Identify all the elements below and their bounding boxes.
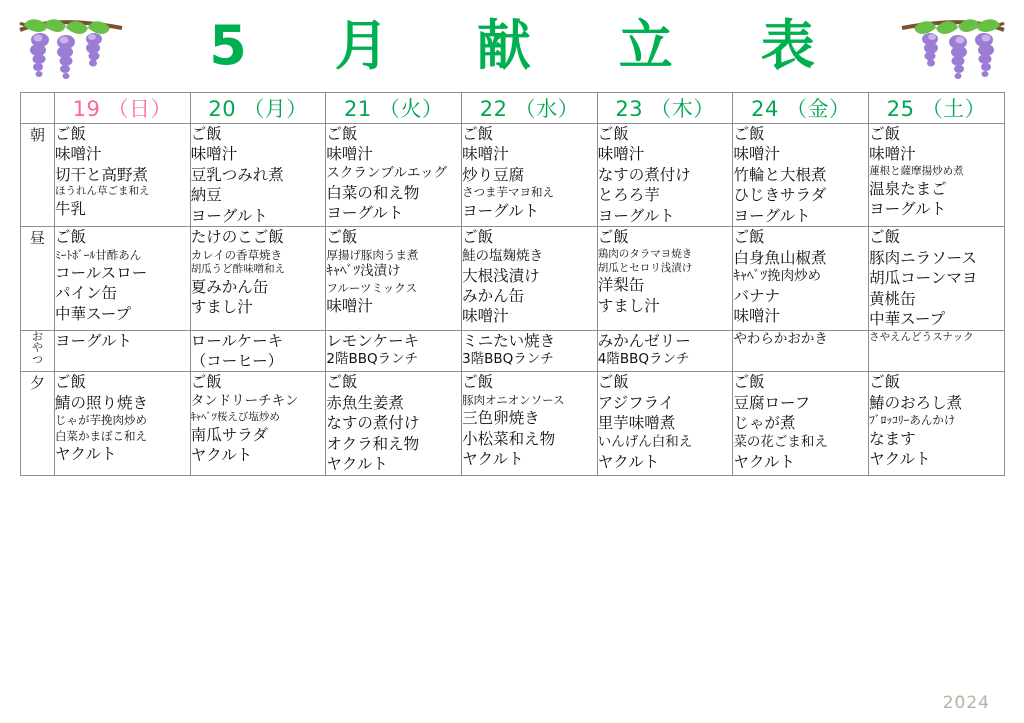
menu-item: 蓮根と薩摩揚炒め煮 (869, 164, 964, 177)
menu-item: ほうれん草ごま和え (55, 185, 150, 198)
cell-breakfast-19 (55, 124, 191, 227)
menu-item: ご飯 (462, 373, 494, 392)
row-label-dinner: 夕 (21, 372, 55, 475)
menu-item: アジフライ (597, 393, 675, 412)
cell-snack-21 (326, 330, 462, 372)
menu-item: 味噌汁 (733, 145, 780, 164)
menu-item: さやえんどうスナック (869, 330, 974, 343)
menu-item: ご飯 (326, 373, 358, 392)
row-label-breakfast: 朝 (21, 124, 55, 227)
menu-item: 大根浅漬け (462, 266, 540, 285)
menu-item: 鯖の照り焼き (55, 393, 149, 412)
menu-item: 胡瓜とセロリ浅漬け (597, 261, 693, 274)
header-corner (21, 93, 55, 124)
row-breakfast (21, 124, 1005, 227)
menu-item: 豚肉ニラソース (869, 248, 977, 267)
menu-item: 小松菜和え物 (462, 429, 556, 448)
menu-item: （コーヒー） (190, 351, 284, 370)
menu-item: ご飯 (55, 373, 87, 392)
cell-breakfast-24 (733, 124, 869, 227)
menu-item: ヨーグルト (55, 331, 133, 350)
menu-item: 中華スープ (869, 310, 946, 329)
menu-item: ご飯 (55, 228, 87, 247)
cell-snack-23 (597, 330, 733, 372)
menu-item: ﾌﾞﾛｯｺﾘｰあんかけ (869, 413, 956, 428)
menu-item: ご飯 (597, 373, 629, 392)
cell-lunch-22 (462, 227, 598, 330)
menu-item: ヨーグルト (326, 204, 404, 223)
menu-table (20, 92, 1005, 476)
row-label-snack-line2: や (32, 341, 43, 355)
menu-item: 納豆 (190, 186, 222, 205)
cell-lunch-19 (55, 227, 191, 330)
menu-item: ご飯 (55, 125, 87, 143)
cell-breakfast-22 (462, 124, 598, 227)
menu-item: ミニたい焼き (462, 331, 556, 350)
header-day-20: 20 （月） (190, 93, 326, 124)
menu-item: ご飯 (190, 125, 222, 143)
menu-item: レモンケーキ (326, 331, 420, 350)
cell-dinner-21 (326, 372, 462, 475)
menu-item: 黄桃缶 (869, 289, 916, 308)
cell-dinner-25 (869, 372, 1005, 475)
title-char-5: 表 (760, 14, 815, 77)
menu-item: フルーツミックス (326, 280, 418, 295)
menu-item: すまし汁 (190, 298, 253, 317)
menu-item: 南瓜サラダ (190, 425, 269, 444)
menu-item: ご飯 (462, 125, 494, 143)
cell-breakfast-25 (869, 124, 1005, 227)
menu-item: ｷｬﾍﾞﾂ挽肉炒め (733, 268, 822, 285)
cell-dinner-23 (597, 372, 733, 475)
menu-item: オクラ和え物 (326, 434, 420, 453)
cell-lunch-24 (733, 227, 869, 330)
menu-item: 温泉たまご (869, 179, 947, 198)
menu-item: とろろ芋 (597, 186, 660, 205)
menu-item: ヨーグルト (597, 206, 675, 225)
menu-item: ご飯 (733, 125, 765, 143)
menu-item: 三色卵焼き (462, 409, 540, 428)
cell-lunch-25 (869, 227, 1005, 330)
menu-item: 味噌汁 (733, 307, 780, 326)
menu-item: バナナ (733, 286, 780, 305)
menu-item: 胡瓜うど酢味噌和え (190, 262, 286, 275)
page-title (0, 0, 1024, 92)
menu-item: ヤクルト (597, 452, 660, 471)
menu-item: じゃが煮 (733, 414, 796, 433)
cell-dinner-22 (462, 372, 598, 475)
menu-item: なすの煮付け (597, 165, 691, 184)
row-label-lunch: 昼 (21, 227, 55, 330)
cell-snack-22 (462, 330, 598, 372)
cell-snack-25 (869, 330, 1005, 372)
header-day-25: 25 （土） (869, 93, 1005, 124)
cell-dinner-19 (55, 372, 191, 475)
cell-snack-20 (190, 330, 326, 372)
row-snack (21, 330, 1005, 372)
table-header-row (21, 93, 1005, 124)
menu-note: 2階BBQランチ (326, 350, 419, 367)
menu-item: ご飯 (462, 228, 494, 247)
menu-item: さつま芋マヨ和え (462, 185, 555, 200)
menu-item: ｷｬﾍﾞﾂ桜えび塩炒め (190, 410, 280, 423)
menu-item: 鶏肉のタラマヨ焼き (597, 247, 693, 260)
wisteria-decoration-right (896, 14, 1006, 90)
menu-item: ご飯 (869, 373, 901, 392)
menu-item: なすの煮付け (326, 414, 420, 433)
header-day-19: 19 （日） (55, 93, 191, 124)
menu-item: スクランブルエッグ (326, 164, 448, 181)
cell-snack-19 (55, 330, 191, 372)
menu-item: ﾐｰﾄﾎﾞｰﾙ甘酢あん (55, 247, 142, 262)
year-footer: 2024 (942, 693, 990, 713)
menu-item: 味噌汁 (190, 145, 238, 164)
cell-breakfast-20 (190, 124, 326, 227)
menu-item: 切干と高野煮 (55, 165, 149, 184)
menu-item: パイン缶 (55, 284, 118, 303)
menu-item: カレイの香草焼き (190, 247, 283, 262)
wisteria-decoration-left (18, 14, 128, 90)
menu-item: いんげん白和え (597, 433, 693, 450)
title-char-3: 献 (476, 14, 531, 77)
title-char-1: 5 (209, 14, 247, 77)
menu-item: ヨーグルト (869, 200, 947, 219)
menu-item: ご飯 (869, 125, 901, 143)
menu-item: 炒り豆腐 (462, 165, 525, 184)
cell-snack-24 (733, 330, 869, 372)
menu-item: 味噌汁 (462, 145, 509, 164)
menu-item: 味噌汁 (326, 296, 373, 315)
menu-item: 味噌汁 (462, 307, 509, 326)
row-label-snack-line1: お (32, 329, 43, 343)
header-day-23: 23 （木） (597, 93, 733, 124)
menu-item: 味噌汁 (597, 145, 645, 164)
menu-item: なます (869, 429, 916, 448)
cell-dinner-20 (190, 372, 326, 475)
menu-item: たけのこご飯 (190, 228, 284, 247)
menu-item: 里芋味噌煮 (597, 414, 676, 433)
menu-item: ヤクルト (462, 449, 524, 468)
menu-item: ご飯 (733, 373, 765, 392)
menu-item: ご飯 (190, 373, 222, 392)
cell-breakfast-21 (326, 124, 462, 227)
cell-dinner-24 (733, 372, 869, 475)
menu-item: ヨーグルト (462, 201, 540, 220)
header-day-21: 21 （火） (326, 93, 462, 124)
menu-item: ヤクルト (55, 444, 117, 463)
row-label-snack-line3: つ (32, 352, 43, 366)
menu-note: 3階BBQランチ (462, 350, 554, 367)
menu-item: コールスロー (55, 263, 148, 282)
menu-item: ヤクルト (190, 446, 253, 465)
menu-item: 白菜かまぼこ和え (55, 428, 147, 443)
menu-item: ｷｬﾍﾞﾂ浅漬け (326, 262, 401, 279)
menu-item: 菜の花ごま和え (733, 433, 828, 450)
menu-item: ご飯 (597, 125, 629, 143)
menu-item: 白身魚山椒煮 (733, 248, 827, 267)
menu-item: ヤクルト (733, 452, 795, 471)
row-dinner (21, 372, 1005, 475)
menu-item: 赤魚生姜煮 (326, 393, 404, 412)
menu-item: ヤクルト (326, 455, 388, 474)
menu-item: 竹輪と大根煮 (733, 165, 827, 184)
menu-item: ご飯 (733, 228, 765, 247)
menu-note: 4階BBQランチ (597, 350, 690, 367)
menu-item: ロールケーキ (190, 331, 284, 350)
menu-item: ひじきサラダ (733, 186, 827, 205)
cell-lunch-23 (597, 227, 733, 330)
menu-item: ご飯 (869, 228, 901, 247)
header-day-22: 22 （水） (462, 93, 598, 124)
menu-item: すまし汁 (597, 296, 660, 315)
title-char-2: 月 (334, 14, 389, 77)
menu-item: ヨーグルト (733, 206, 811, 225)
menu-item: ご飯 (597, 228, 629, 247)
menu-item: タンドリーチキン (190, 392, 299, 409)
menu-item: 夏みかん缶 (190, 277, 269, 296)
menu-item: 味噌汁 (326, 145, 373, 164)
menu-item: 豆腐ローフ (733, 393, 811, 412)
menu-item: 味噌汁 (869, 145, 916, 164)
title-char-4: 立 (618, 14, 673, 77)
menu-item: ヤクルト (869, 449, 931, 468)
menu-item: 胡瓜コーンマヨ (869, 269, 978, 288)
cell-breakfast-23 (597, 124, 733, 227)
menu-item: 牛乳 (55, 200, 87, 219)
menu-item: みかん缶 (462, 286, 525, 305)
menu-item: 鰆のおろし煮 (869, 393, 963, 412)
menu-item: みかんゼリー (597, 331, 691, 350)
menu-item: 味噌汁 (55, 145, 102, 164)
menu-item: ヨーグルト (190, 206, 268, 225)
row-label-snack (21, 330, 55, 372)
menu-item: ご飯 (326, 228, 358, 247)
menu-item: やわらかおかき (733, 330, 828, 347)
menu-item: 中華スープ (55, 304, 131, 323)
cell-lunch-20 (190, 227, 326, 330)
menu-item: 白菜の和え物 (326, 183, 420, 202)
row-lunch (21, 227, 1005, 330)
header-day-24: 24 （金） (733, 93, 869, 124)
menu-item: ご飯 (326, 125, 358, 143)
menu-item: 豚肉オニオンソース (462, 392, 565, 407)
menu-item: 洋梨缶 (597, 276, 645, 295)
cell-lunch-21 (326, 227, 462, 330)
menu-item: 厚揚げ豚肉うま煮 (326, 247, 419, 262)
menu-item: 豆乳つみれ煮 (190, 165, 284, 184)
menu-item: 鮭の塩麹焼き (462, 247, 544, 264)
menu-item: じゃが芋挽肉炒め (55, 413, 147, 428)
